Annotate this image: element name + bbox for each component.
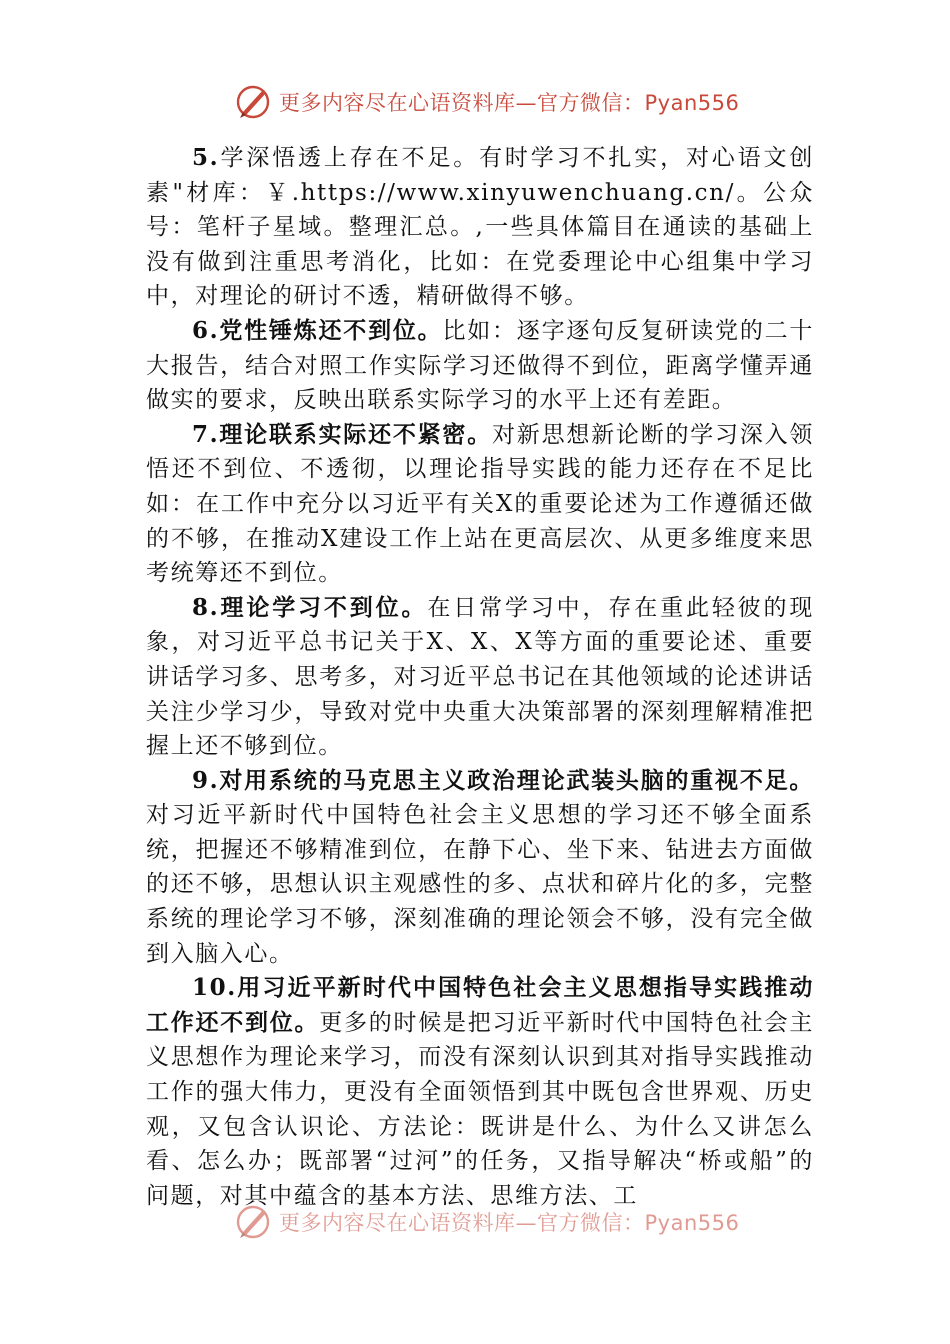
paragraph-8 (146, 591, 814, 764)
watermark-text: 更多内容尽在心语资料库—官方微信：Pyan556 (279, 1211, 740, 1235)
paragraph-text: 学深悟透上存在不足。有时学习不扎实，对心语文创素"材库：￥.https://www.xinyuwenchuang.cn/。公众号：笔杆子星域。整理汇总。,一些具体篇目在通读的基础上没有做到注重思考消化，比如：在党委理论中心组集中学习中，对理论的研讨不透，精研做得不够。 (146, 145, 814, 310)
pen-logo-icon (233, 82, 273, 122)
header-watermark-banner (233, 80, 753, 124)
paragraph-text: 对新思想新论断的学习深入领悟还不到位、不透彻，以理论指导实践的能力还存在不足比如：在工作中充分以习近平有关X的重要论述为工作遵循还做的不够，在推动X建设工作上站在更高层次、从更多维度来思考统筹还不到位。 (146, 421, 814, 587)
paragraph-heading: 9.对用系统的马克思主义政治理论武装头脑的重视不足。 (192, 766, 814, 794)
paragraph-10 (146, 971, 814, 1213)
paragraph-text: 更多的时候是把习近平新时代中国特色社会主义思想作为理论来学习，而没有深刻认识到其对指导实践推动工作的强大伟力，更没有全面领悟到其中既包含世界观、历史观，又包含认识论、方法论：既讲是什么、为什么又讲怎么看、怎么办；既部署“过河”的任务，又指导解决“桥或船”的问题，对其中蕴含的基本方法、思维方法、工 (146, 1009, 815, 1209)
paragraph-text: 比如：逐字逐句反复研读党的二十大报告，结合对照工作实际学习还做得不到位，距离学懂弄通做实的要求，反映出联系实际学习的水平上还有差距。 (146, 317, 814, 414)
paragraph-text: 对习近平新时代中国特色社会主义思想的学习还不够全面系统，把握还不够精准到位，在静下心、坐下来、钻进去方面做的还不够，思想认识主观感性的多、点状和碎片化的多，完整系统的理论学习不够，深刻准确的理论领会不够，没有完全做到入脑入心。 (146, 802, 814, 967)
paragraph-heading: 7.理论联系实际还不紧密。 (192, 420, 492, 448)
paragraph-heading: 6.党性锤炼还不到位。 (192, 316, 443, 344)
paragraph-7 (146, 418, 814, 591)
document-body (146, 141, 814, 1213)
paragraph-9 (146, 764, 814, 972)
pen-logo-icon (233, 1202, 273, 1242)
paragraph-heading: 10.用习近平新时代中国特色社会主义思想指导实践推动工作还不到位。 (146, 974, 814, 1036)
footer-watermark-banner (233, 1200, 753, 1244)
paragraph-5 (146, 141, 814, 314)
paragraph-heading: 5. (192, 144, 220, 171)
paragraph-text: 在日常学习中，存在重此轻彼的现象，对习近平总书记关于X、X、X等方面的重要论述、重要讲话学习多、思考多，对习近平总书记在其他领域的论述讲话关注少学习少，导致对党中央重大决策部署的深刻理解精准把握上还不够到位。 (146, 594, 815, 760)
paragraph-heading: 8.理论学习不到位。 (192, 593, 428, 621)
paragraph-6 (146, 314, 814, 418)
watermark-text: 更多内容尽在心语资料库—官方微信：Pyan556 (279, 91, 740, 115)
